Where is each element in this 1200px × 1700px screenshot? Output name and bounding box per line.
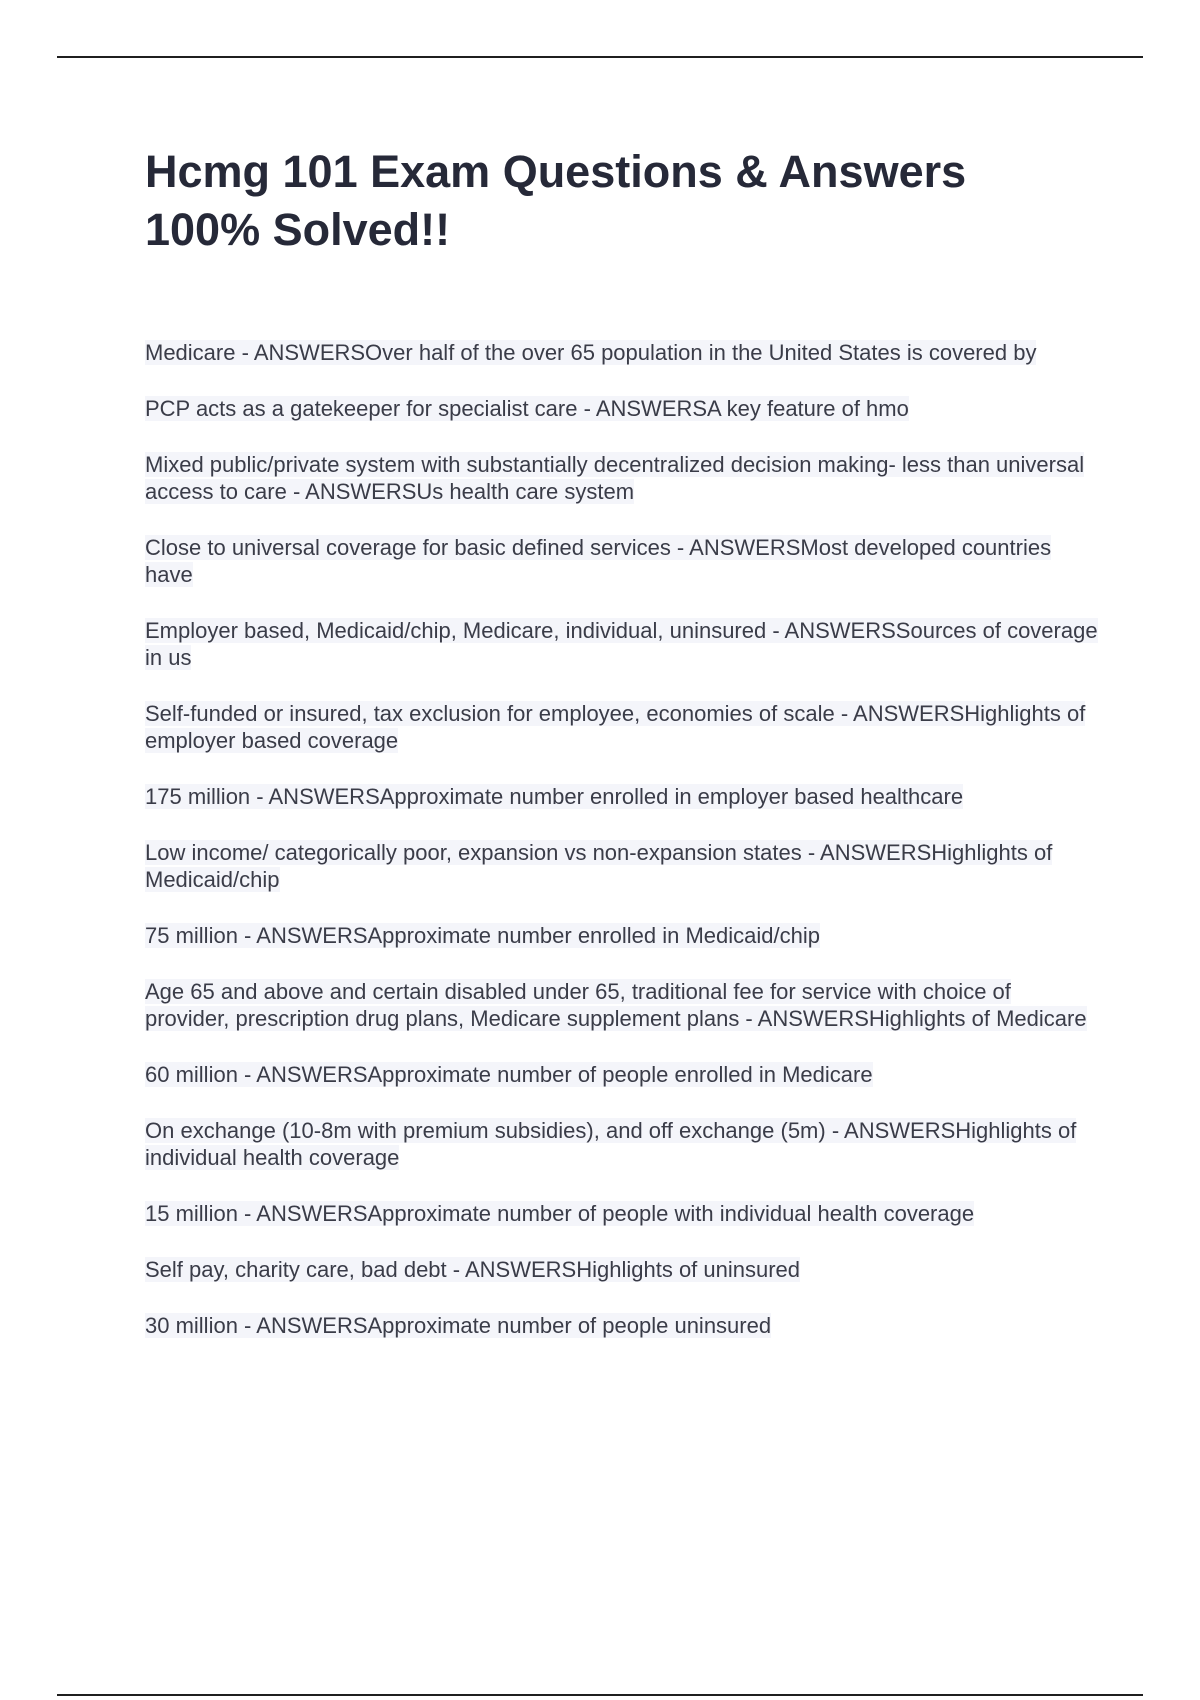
qa-item-4: Close to universal coverage for basic defined services - ANSWERSMost developed countries have [145, 535, 1052, 587]
qa-item-15: 30 million - ANSWERSApproximate number of people uninsured [145, 1313, 772, 1338]
page-title [145, 143, 1105, 259]
qa-item-10: Age 65 and above and certain disabled under 65, traditional fee for service with choice of provider, prescription drug plans, Medicare supplement plans - ANSWERSHighlights of Medicare [145, 979, 1087, 1031]
qa-item-1: Medicare - ANSWERSOver half of the over 65 population in the United States is covered by [145, 340, 1037, 365]
qa-item-8: Low income/ categorically poor, expansion vs non-expansion states - ANSWERSHighlights of Medicaid/chip [145, 840, 1053, 892]
qa-item-14: Self pay, charity care, bad debt - ANSWERSHighlights of uninsured [145, 1257, 801, 1282]
header-rule [57, 56, 1143, 58]
qa-item-2: PCP acts as a gatekeeper for specialist care - ANSWERSA key feature of hmo [145, 396, 909, 421]
page-title-line-2: 100% Solved!! [145, 204, 451, 255]
qa-item-5: Employer based, Medicaid/chip, Medicare, individual, uninsured - ANSWERSSources of coverage in us [145, 618, 1098, 670]
qa-item-9: 75 million - ANSWERSApproximate number enrolled in Medicaid/chip [145, 923, 820, 948]
qa-item-7: 175 million - ANSWERSApproximate number enrolled in employer based healthcare [145, 784, 964, 809]
qa-item-11: 60 million - ANSWERSApproximate number of people enrolled in Medicare [145, 1062, 873, 1087]
qa-list [145, 339, 1100, 1368]
qa-item-6: Self-funded or insured, tax exclusion for employee, economies of scale - ANSWERSHighlights of employer based coverage [145, 701, 1086, 753]
page-title-line-1: Hcmg 101 Exam Questions & Answers [145, 146, 967, 197]
footer-rule [57, 1694, 1143, 1696]
qa-item-12: On exchange (10-8m with premium subsidies), and off exchange (5m) - ANSWERSHighlights of individual health coverage [145, 1118, 1077, 1170]
qa-item-13: 15 million - ANSWERSApproximate number of people with individual health coverage [145, 1201, 975, 1226]
qa-item-3: Mixed public/private system with substantially decentralized decision making- less than universal access to care - ANSWERSUs health care system [145, 452, 1085, 504]
